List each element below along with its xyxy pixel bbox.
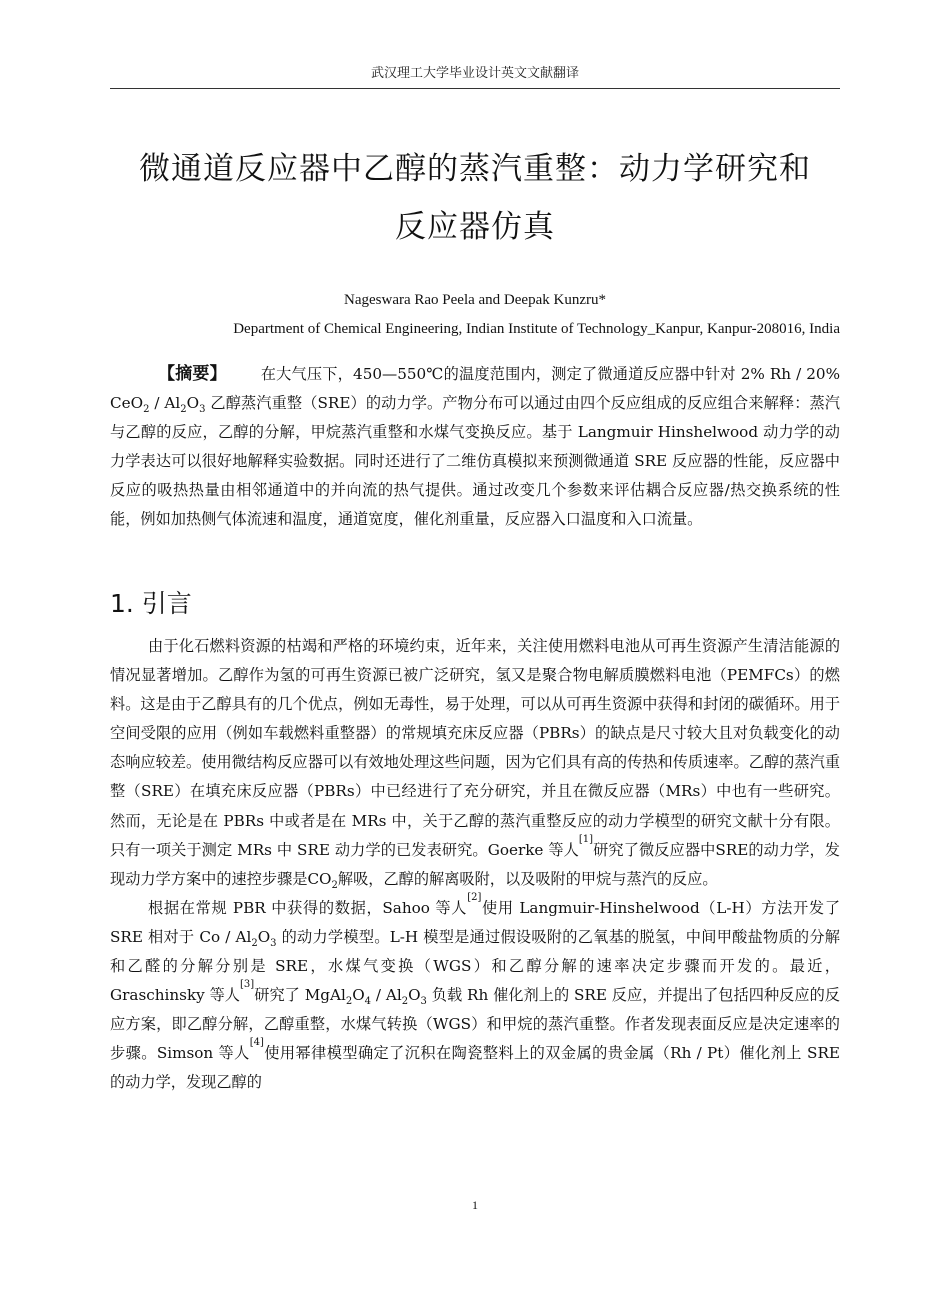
subscript: 2 — [345, 996, 353, 1008]
paragraph-text: O — [352, 986, 365, 1005]
abstract-text: / Al — [149, 394, 181, 412]
paragraph-text: 使用幂律模型确定了沉积在陶瓷整料上的双金属的贵金属（Rh / Pt）催化剂上 SRE 的动力学，发现乙醇的 — [110, 1044, 840, 1092]
affiliation: Department of Chemical Engineering, Indian Institute of Technology_Kanpur, Kanpur-208016, India — [233, 321, 840, 337]
paragraph-text: 研究了微反应器中SRE的动力学，发现动力学方案中的速控步骤是CO — [110, 840, 840, 888]
paragraph-text: O — [257, 927, 271, 946]
citation-link[interactable]: [2] — [467, 891, 482, 903]
abstract-text: O — [186, 394, 200, 412]
title-line-2: 反应器仿真 — [395, 209, 555, 245]
header-divider — [110, 88, 840, 89]
subscript: 3 — [420, 996, 427, 1008]
subscript: 4 — [364, 996, 372, 1008]
paragraph-1 — [110, 632, 840, 894]
abstract-label: 【摘要】 — [158, 364, 227, 384]
paragraph-text: 的动力学模型。L-H 模型是通过假设吸附的乙氧基的脱氢，中间甲酸盐物质的分解和乙醛的分解分别是 SRE，水煤气变换（WGS）和乙醇分解的速率决定步骤而开发的。最近，Graschinsky 等人 — [110, 927, 840, 1005]
body-text — [110, 632, 840, 1098]
paragraph-text: O — [408, 986, 421, 1005]
citation-link[interactable]: [3] — [240, 979, 255, 991]
paragraph-text: 由于化石燃料资源的枯竭和严格的环境约束，近年来，关注使用燃料电池从可再生资源产生清洁能源的情况显著增加。乙醇作为氢的可再生资源已被广泛研究，氢又是聚合物电解质膜燃料电池（PEMFCs）的燃料。这是由于乙醇具有的几个优点，例如无毒性，易于处理，可以从可再生资源中获得和封闭的碳循环。用于空间受限的应用（例如车载燃料重整器）的常规填充床反应器（PBRs）的缺点是尺寸较大且对负载变化的动态响应较差。使用微结构反应器可以有效地处理这些问题，因为它们具有高的传热和传质速率。乙醇的蒸汽重整（SRE）在填充床反应器（PBRs）中已经进行了充分研究，并且在微反应器（MRs）中也有一些研究。然而，无论是在 PBRs 中或者是在 MRs 中，关于乙醇的蒸汽重整反应的动力学模型的研究文献十分有限。只有一项关于测定 MRs 中 SRE 动力学的已发表研究。Goerke 等人 — [110, 637, 840, 859]
running-header: 武汉理工大学毕业设计英文文献翻译 — [370, 66, 579, 81]
authors: Nageswara Rao Peela and Deepak Kunzru* — [344, 292, 606, 308]
citation-link[interactable]: [4] — [249, 1037, 264, 1049]
subscript: 2 — [331, 879, 338, 891]
paragraph-text: 研究了 MgAl — [254, 986, 346, 1005]
page-number: 1 — [472, 1198, 478, 1212]
title-line-1: 微通道反应器中乙醇的蒸汽重整：动力学研究和 — [139, 151, 811, 187]
abstract — [110, 360, 840, 534]
paragraph-text: 根据在常规 PBR 中获得的数据，Sahoo 等人 — [148, 898, 468, 917]
paragraph-text: 负载 Rh 催化剂上的 SRE 反应，并提出了包括四种反应的反应方案，即乙醇分解，乙醇重整，水煤气转换（WGS）和甲烷的蒸汽重整。作者发现表面反应是决定速率的步骤。Simson 等人 — [110, 986, 840, 1063]
subscript: 2 — [180, 404, 187, 416]
citation-link[interactable]: [1] — [578, 833, 594, 845]
section-heading-introduction: 1. 引言 — [110, 589, 192, 618]
paragraph-text: 解吸，乙醇的解离吸附，以及吸附的甲烷与蒸汽的反应。 — [337, 869, 718, 888]
paragraph-text: / Al — [371, 986, 402, 1005]
abstract-text: 乙醇蒸汽重整（SRE）的动力学。产物分布可以通过由四个反应组成的反应组合来解释：蒸汽与乙醇的反应，乙醇的分解，甲烷蒸汽重整和水煤气变换反应。基于 Langmuir Hinshelwood 动力学的动力学表达可以很好地解释实验数据。同时还进行了二维仿真模拟来预测微通道 SRE 反应器的性能，反应器中反应的吸热热量由相邻通道中的并向流的热气提供。通过改变几个参数来评估耦合反应器/热交换系统的性能，例如加热侧气体流速和温度，通道宽度，催化剂重量，反应器入口温度和入口流量。 — [110, 394, 840, 528]
paper-title — [100, 140, 850, 256]
subscript: 2 — [401, 996, 409, 1008]
subscript: 3 — [199, 404, 206, 416]
paragraph-text: 使用 Langmuir-Hinshelwood（L-H）方法开发了 SRE 相对于 Co / Al — [110, 898, 841, 946]
abstract-text: 在大气压下，450—550℃的温度范围内，测定了微通道反应器中针对 2% Rh / 20% CeO — [110, 365, 840, 412]
subscript: 2 — [251, 937, 258, 949]
subscript: 2 — [143, 404, 150, 416]
subscript: 3 — [270, 937, 277, 949]
paragraph-2 — [110, 891, 841, 1098]
